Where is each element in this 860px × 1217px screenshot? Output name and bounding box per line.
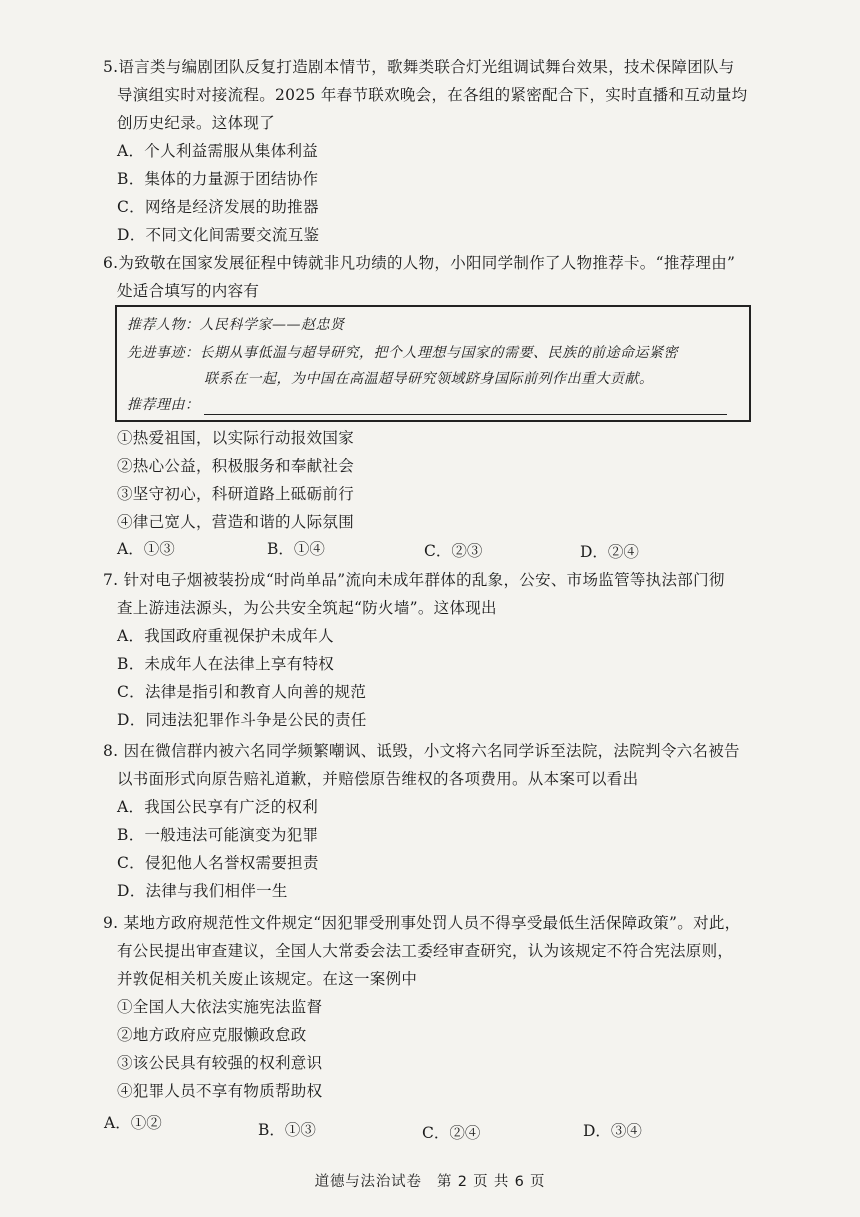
q7-option-d: D．同违法犯罪作斗争是公民的责任 (117, 711, 367, 729)
card-reason-label: 推荐理由： (127, 397, 200, 413)
q8-stem-line-2: 以书面形式向原告赔礼道歉，并赔偿原告维权的各项费用。从本案可以看出 (117, 770, 639, 788)
q8-stem-line-1: 8. 因在微信群内被六名同学频繁嘲讽、诋毁，小文将六名同学诉至法院，法院判令六名被告 (103, 742, 740, 760)
page-footer: 道德与法治试卷 第 2 页 共 6 页 (314, 1174, 546, 1190)
q9-stem-line-1: 9. 某地方政府规范性文件规定“因犯罪受刑事处罚人员不得享受最低生活保障政策”。对此， (103, 914, 741, 932)
q9-statement-3: ③该公民具有较强的权利意识 (117, 1054, 323, 1072)
q9-choice-b: B．①③ (258, 1121, 316, 1139)
q9-stem-line-2: 有公民提出审查建议，全国人大常委会法工委经审查研究，认为该规定不符合宪法原则， (117, 942, 734, 960)
q6-choice-b: B．①④ (267, 540, 325, 558)
card-deeds-line-2: 联系在一起，为中国在高温超导研究领域跻身国际前列作出重大贡献。 (204, 371, 654, 387)
q9-choice-d: D．③④ (583, 1122, 642, 1140)
q7-stem-line-2: 查上游违法源头，为公共安全筑起“防火墙”。这体现出 (117, 599, 497, 617)
q5-option-a: A．个人利益需服从集体利益 (117, 142, 319, 160)
q9-choice-c: C．②④ (422, 1124, 481, 1142)
q6-stem-line-2: 处适合填写的内容有 (117, 282, 260, 300)
q5-stem-line-1: 5.语言类与编剧团队反复打造剧本情节，歌舞类联合灯光组调试舞台效果，技术保障团队与 (103, 58, 735, 76)
q9-statement-4: ④犯罪人员不享有物质帮助权 (117, 1082, 323, 1100)
card-deeds-line-1: 先进事迹：长期从事低温与超导研究，把个人理想与国家的需要、民族的前途命运紧密 (127, 345, 678, 361)
q5-stem-line-3: 创历史纪录。这体现了 (117, 114, 276, 132)
q5-option-d: D．不同文化间需要交流互鉴 (117, 226, 320, 244)
q7-option-b: B．未成年人在法律上享有特权 (117, 655, 335, 673)
q6-choice-a: A．①③ (117, 540, 175, 558)
q5-option-c: C．网络是经济发展的助推器 (117, 198, 319, 216)
q7-stem-line-1: 7. 针对电子烟被装扮成“时尚单品”流向未成年群体的乱象，公安、市场监管等执法部门彻 (103, 571, 725, 589)
q8-option-d: D．法律与我们相伴一生 (117, 882, 288, 900)
q6-statement-4: ④律己宽人，营造和谐的人际氛围 (117, 513, 355, 531)
q6-stem-line-1: 6.为致敬在国家发展征程中铸就非凡功绩的人物，小阳同学制作了人物推荐卡。“推荐理由” (103, 254, 736, 272)
q6-statement-3: ③坚守初心，科研道路上砥砺前行 (117, 485, 355, 503)
q6-statement-1: ①热爱祖国，以实际行动报效国家 (117, 429, 355, 447)
q6-choice-c: C．②③ (424, 542, 483, 560)
q5-option-b: B．集体的力量源于团结协作 (117, 170, 319, 188)
card-reason-blank (204, 413, 727, 415)
q5-stem-line-2: 导演组实时对接流程。2025 年春节联欢晚会，在各组的紧密配合下，实时直播和互动量均 (117, 86, 748, 104)
q8-option-c: C．侵犯他人名誉权需要担责 (117, 854, 319, 872)
q8-option-b: B．一般违法可能演变为犯罪 (117, 826, 319, 844)
q7-option-a: A．我国政府重视保护未成年人 (117, 627, 334, 645)
q9-stem-line-3: 并敦促相关机关废止该规定。在这一案例中 (117, 970, 418, 988)
card-person: 推荐人物：人民科学家——赵忠贤 (127, 317, 345, 333)
recommendation-card (115, 305, 751, 422)
q9-statement-2: ②地方政府应克服懒政怠政 (117, 1026, 307, 1044)
q8-option-a: A．我国公民享有广泛的权利 (117, 798, 319, 816)
q6-choice-d: D．②④ (580, 543, 639, 561)
q7-option-c: C．法律是指引和教育人向善的规范 (117, 683, 367, 701)
q9-statement-1: ①全国人大依法实施宪法监督 (117, 998, 323, 1016)
q9-choice-a: A．①② (104, 1114, 162, 1132)
q6-statement-2: ②热心公益，积极服务和奉献社会 (117, 457, 355, 475)
